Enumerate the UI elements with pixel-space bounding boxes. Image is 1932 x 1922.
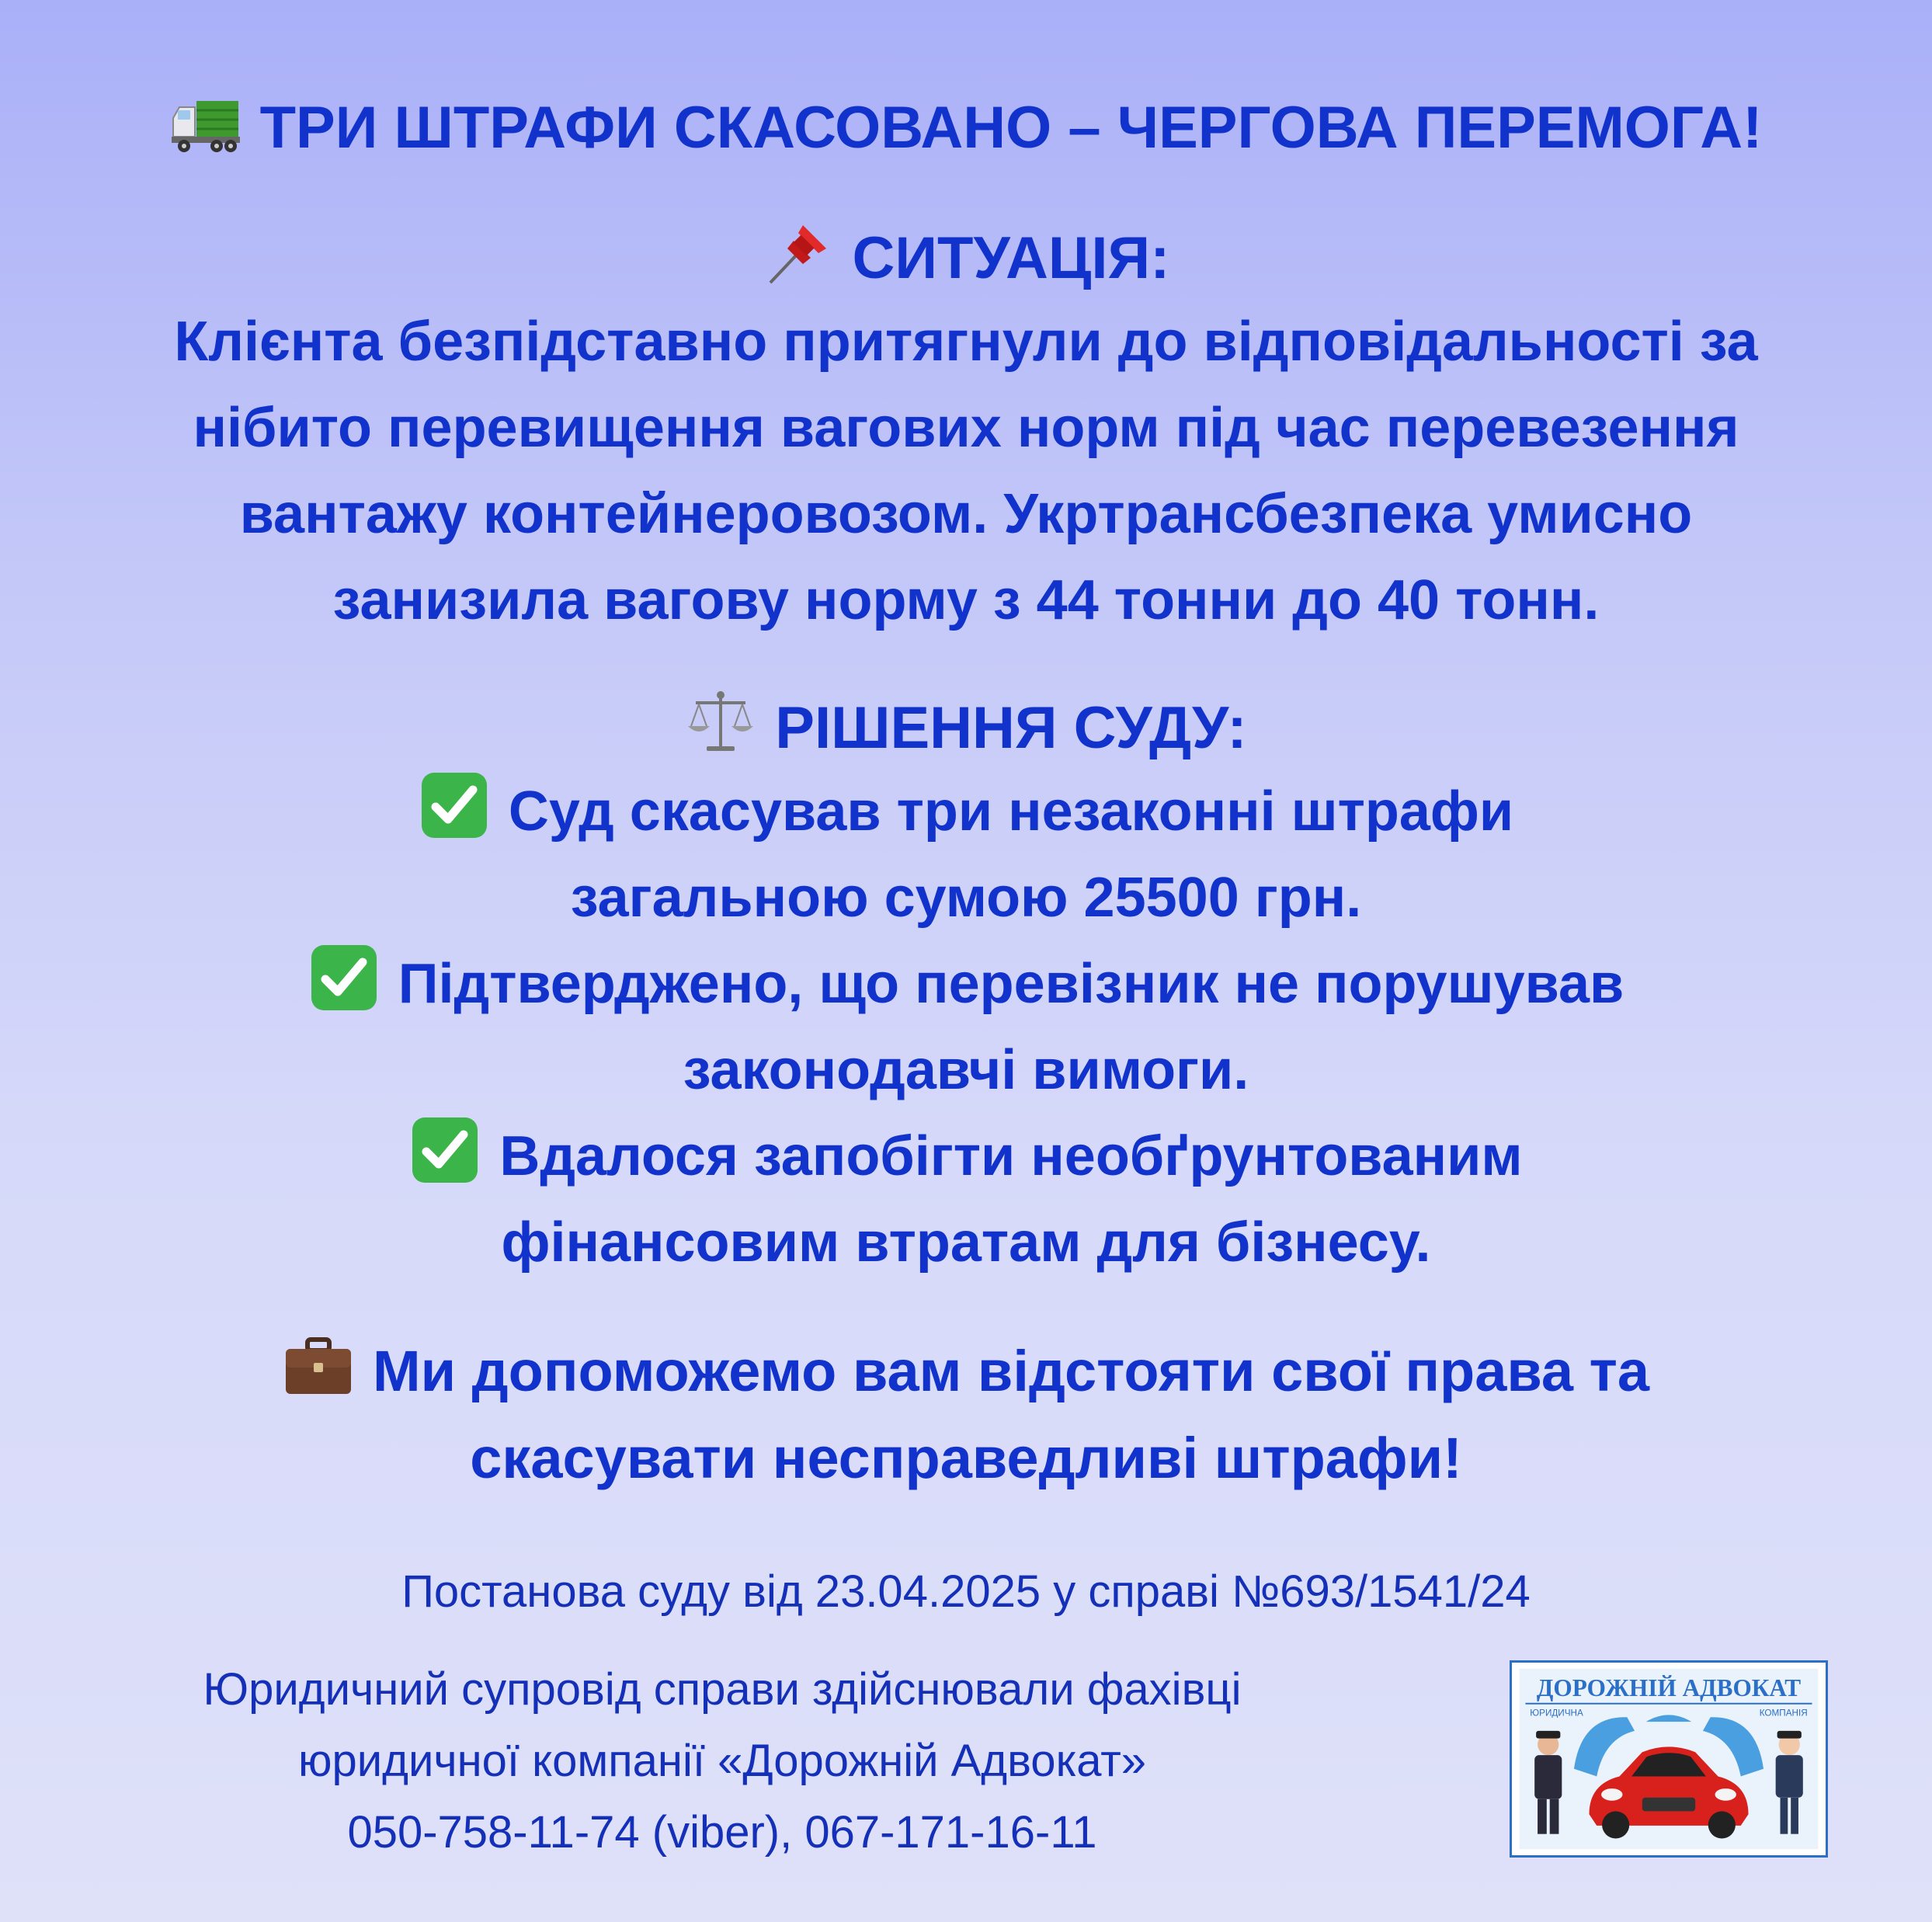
decision-item-text: законодавчі вимоги. [683,1039,1249,1101]
decision-item-text: Суд скасував три незаконні штрафи [508,780,1514,843]
decision-item [0,941,1932,1114]
situation-line: нібито перевищення вагових норм під час перевезення [193,397,1739,459]
check-mark-icon [419,770,490,841]
decision-item-text: Вдалося запобігти необґрунтованим [499,1125,1523,1187]
contact-phones: 050-758-11-74 (viber), 067-171-16-11 [347,1807,1097,1858]
situation-title [0,217,1932,296]
credits-line: юридичної компанії «Дорожній Адвокат» [297,1736,1147,1786]
scales-icon [685,687,756,759]
situation-line: Клієнта безпідставно притягнули до відповідальності за [174,311,1758,373]
court-ruling-reference: Постанова суду від 23.04.2025 у справі №693/1541/24 [401,1566,1531,1617]
situation-body [0,299,1932,644]
briefcase-icon [283,1330,354,1402]
cta-text: Ми допоможемо вам відстояти свої права та [372,1339,1650,1403]
situation-title-text: СИТУАЦІЯ: [852,225,1170,291]
headline-text: ТРИ ШТРАФИ СКАСОВАНО – ЧЕРГОВА ПЕРЕМОГА! [259,95,1763,161]
decision-title-text: РІШЕННЯ СУДУ: [775,695,1247,761]
decision-title [0,687,1932,766]
decision-item [0,1114,1932,1286]
check-mark-icon [308,942,380,1013]
credits [101,1654,1343,1868]
credits-line: Юридичний супровід справи здійснювали фахівці [203,1664,1242,1715]
headline [0,87,1932,165]
situation-line: занизила вагову норму з 44 тонни до 40 тонн. [332,569,1600,631]
decision-list [0,769,1932,1286]
call-to-action [0,1328,1932,1502]
decision-item-text: Підтверджено, що перевізник не порушував [398,953,1624,1015]
situation-line: вантажу контейнеровозом. Укртрансбезпека умисно [239,483,1693,545]
logo-title: ДОРОЖНІЙ АДВОКАТ [1536,1673,1802,1701]
truck-icon [170,87,242,158]
decision-item [0,769,1932,941]
cta-text: скасувати несправедливі штрафи! [470,1426,1462,1490]
decision-item-text: загальною сумою 25500 грн. [570,867,1362,929]
decision-item-text: фінансовим втратам для бізнесу. [501,1211,1431,1274]
logo-left-caption: ЮРИДИЧНА [1530,1708,1583,1719]
logo-right-caption: КОМПАНІЯ [1759,1708,1808,1719]
check-mark-icon [409,1114,481,1186]
company-logo [1510,1660,1828,1858]
pushpin-icon [763,217,834,289]
